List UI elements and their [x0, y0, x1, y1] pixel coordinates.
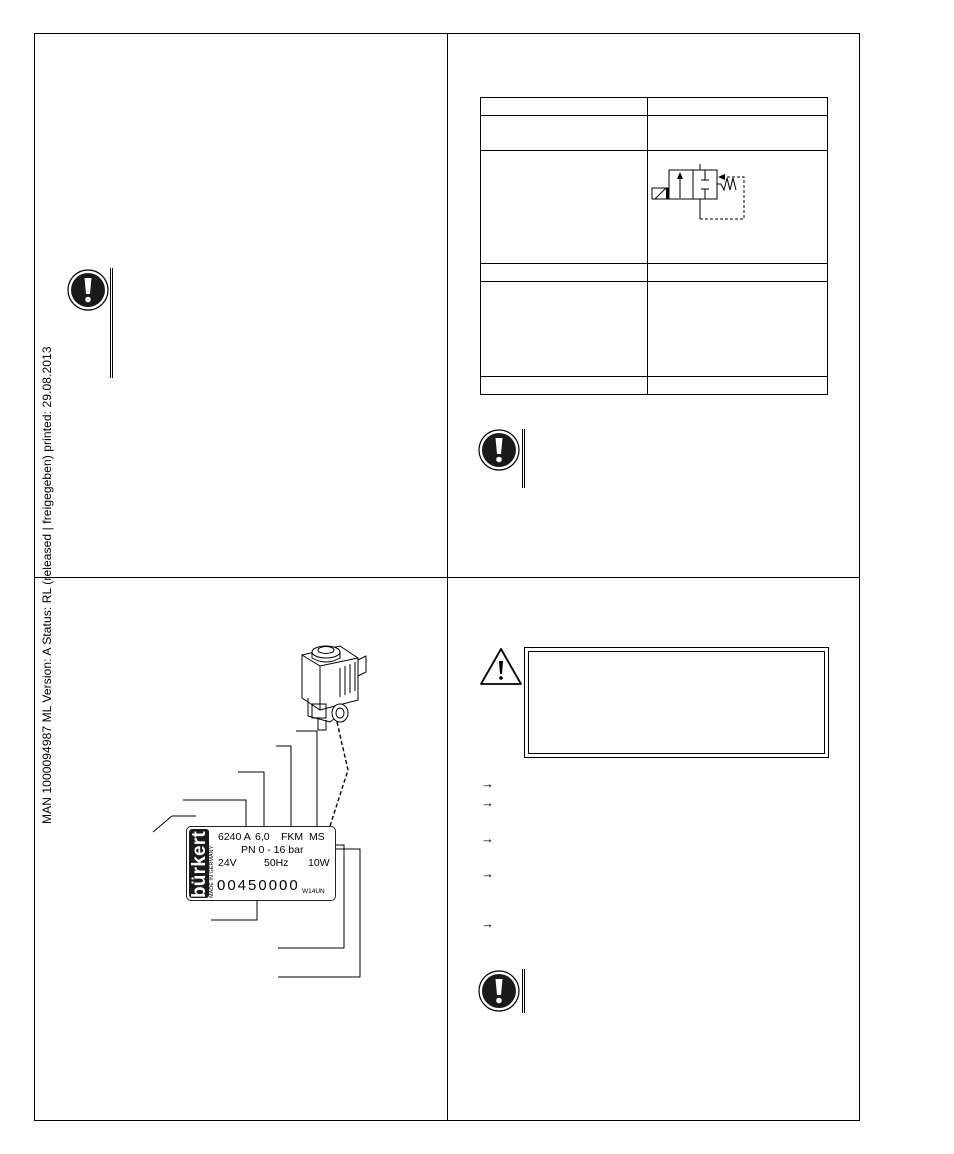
label-code: W14UN: [302, 888, 325, 895]
made-in-text: MADE IN GERMANY: [209, 845, 215, 898]
table-cell: [648, 263, 828, 281]
label-body-material: MS: [309, 831, 325, 843]
exclamation-circle-icon: [478, 429, 520, 471]
arrow-right-icon: →: [481, 831, 494, 846]
document-status-text: MAN 1000094987 ML Version: A Status: RL (released | freigegeben) printed: 29.08.2013: [40, 346, 54, 824]
note-bar: [522, 429, 525, 488]
table-cell: [481, 281, 648, 376]
exclamation-circle-icon: [67, 269, 109, 311]
spec-table: [480, 97, 828, 395]
table-cell: [481, 263, 648, 281]
table-cell: [481, 376, 648, 394]
table-cell: [648, 281, 828, 376]
arrow-right-icon: →: [481, 866, 494, 881]
warning-box: [524, 647, 829, 758]
brand-logo: bürkert: [189, 831, 210, 898]
note-bar: [522, 969, 525, 1013]
table-cell: [648, 98, 828, 116]
label-orifice: 6,0: [255, 831, 270, 843]
label-frequency: 50Hz: [264, 857, 289, 869]
table-cell: [648, 376, 828, 394]
table-cell: [481, 151, 648, 263]
table-cell: [648, 116, 828, 151]
table-cell: [481, 116, 648, 151]
label-pressure-range: PN 0 - 16 bar: [241, 844, 304, 856]
label-power: 10W: [308, 857, 330, 869]
table-cell: [481, 98, 648, 116]
arrow-right-icon: →: [481, 795, 494, 810]
table-cell: [648, 151, 828, 263]
label-serial-number: 00450000: [217, 877, 300, 894]
label-voltage: 24V: [218, 857, 237, 869]
label-type-code: 6240 A: [218, 831, 251, 843]
warning-triangle-icon: [479, 647, 523, 687]
exclamation-circle-icon: [478, 970, 520, 1012]
arrow-right-icon: →: [481, 916, 494, 931]
note-bar: [110, 268, 113, 378]
row-divider: [34, 577, 860, 578]
label-seal-material: FKM: [281, 831, 304, 843]
arrow-right-icon: →: [481, 776, 494, 791]
